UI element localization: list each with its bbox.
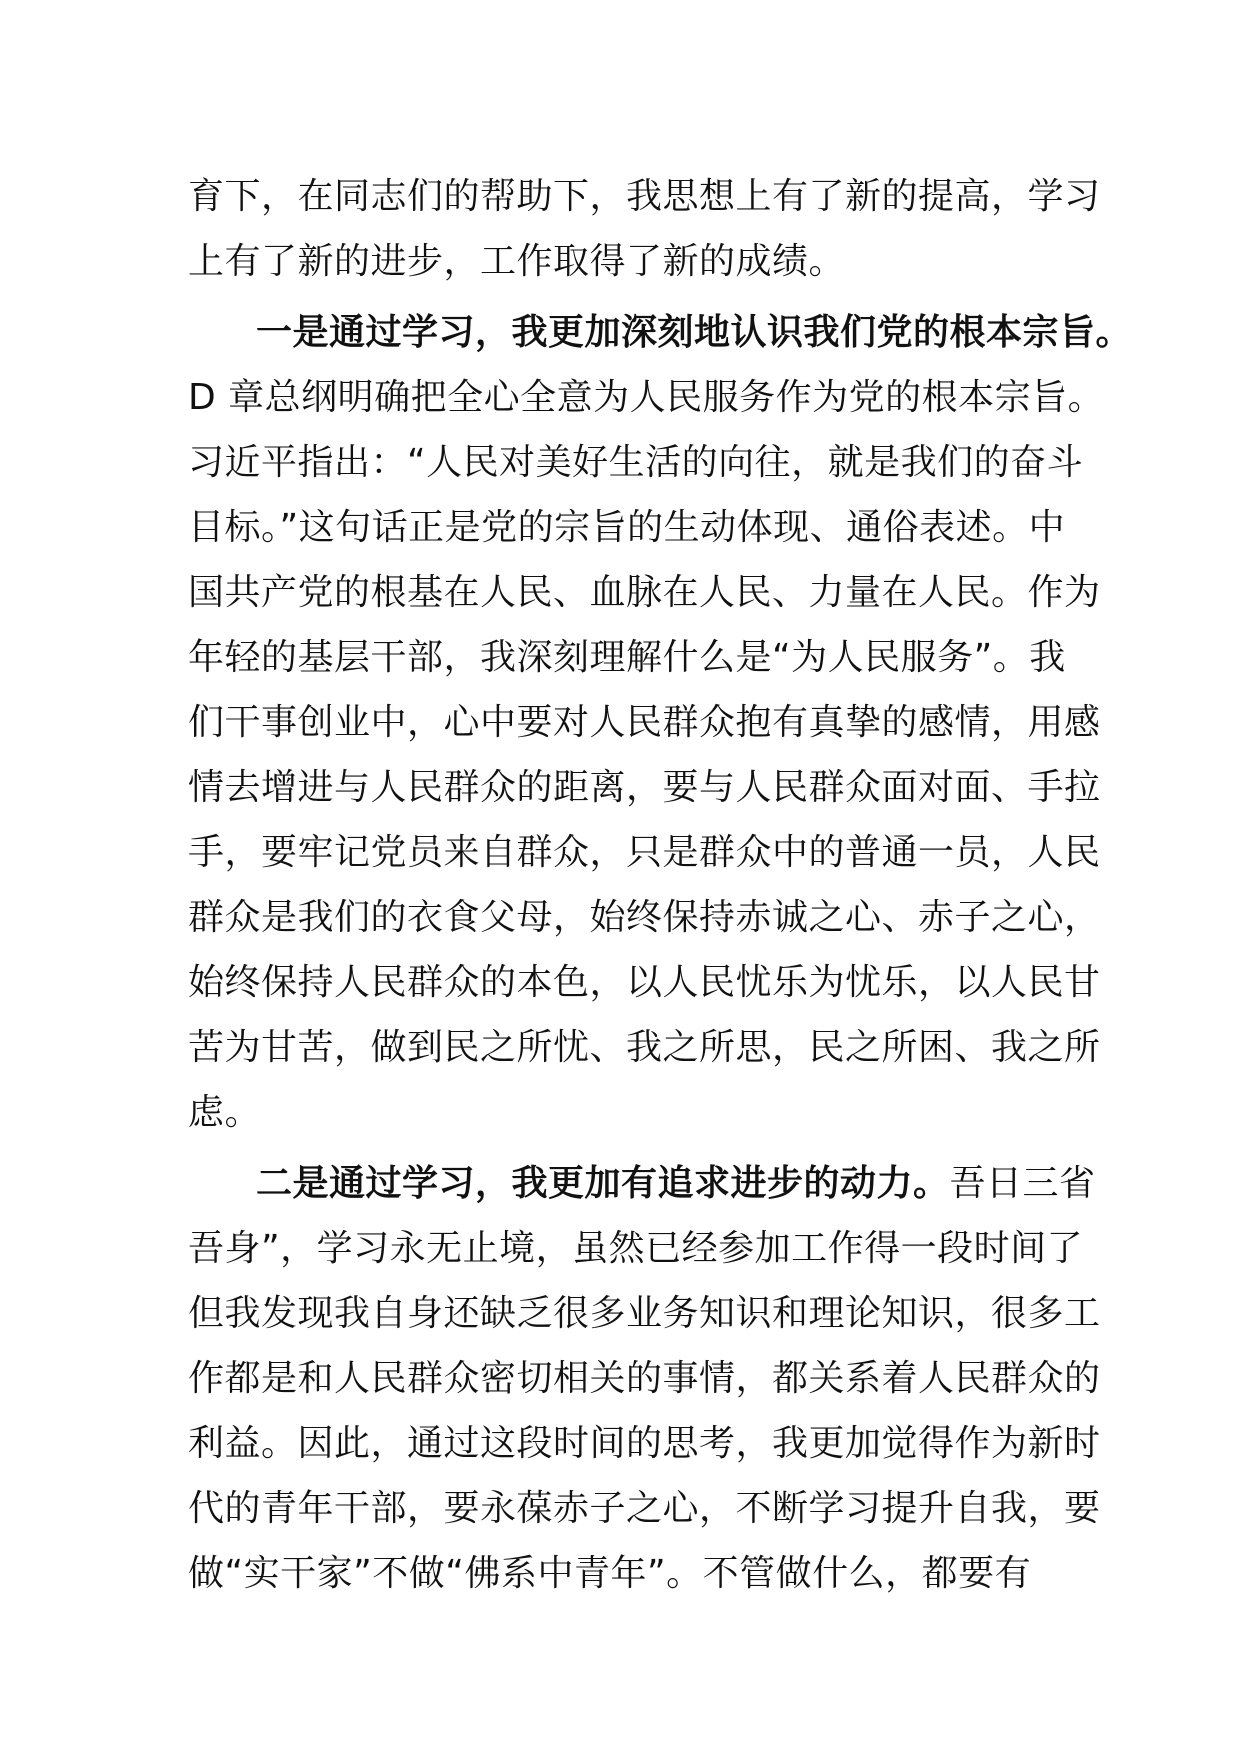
section1-line: 情去增进与人民群众的距离，要与人民群众面对面、手拉 — [188, 767, 1101, 808]
section2-line: 代的青年干部，要永葆赤子之心，不断学习提升自我，要 — [188, 1488, 1101, 1529]
section1-line: 年轻的基层干部，我深刻理解什么是“为人民服务”。我 — [188, 637, 1066, 678]
section2-line: 利益。因此，通过这段时间的思考，我更加觉得作为新时 — [188, 1423, 1101, 1464]
body-text — [188, 164, 1133, 1606]
section2-line: 作都是和人民群众密切相关的事情，都关系着人民群众的 — [188, 1358, 1101, 1399]
intro-line: 育下，在同志们的帮助下，我思想上有了新的提高，学习 — [188, 176, 1101, 217]
section1-line: 始终保持人民群众的本色，以人民忧乐为忧乐，以人民甘 — [188, 962, 1101, 1003]
section1-heading: 一是通过学习，我更加深刻地认识我们党的根本宗旨。 — [256, 312, 1133, 353]
section2-heading-line — [188, 1151, 1096, 1216]
section1-line: 苦为甘苦，做到民之所忧、我之所思，民之所困、我之所 — [188, 1027, 1101, 1068]
section1-line: 国共产党的根基在人民、血脉在人民、力量在人民。作为 — [188, 572, 1101, 613]
section1-line: D 章总纲明确把全心全意为人民服务作为党的根本宗旨。 — [188, 377, 1105, 418]
section2-line: 但我发现我自身还缺乏很多业务知识和理论知识，很多工 — [188, 1293, 1101, 1334]
section1-line: 手，要牢记党员来自群众，只是群众中的普通一员，人民 — [188, 832, 1101, 873]
section2-heading: 二是通过学习，我更加有追求进步的动力。 — [256, 1163, 950, 1204]
section2-line: 做“实干家”不做“佛系中青年”。不管做什么，都要有 — [188, 1553, 1032, 1594]
section1-line: 群众是我们的衣食父母，始终保持赤诚之心、赤子之心， — [188, 897, 1101, 938]
section2-heading-tail: 吾日三省 — [949, 1163, 1096, 1204]
section1-line: 习近平指出：“人民对美好生活的向往，就是我们的奋斗 — [188, 442, 1084, 483]
intro-line: 上有了新的进步，工作取得了新的成绩。 — [188, 241, 846, 282]
section1-line: 目标。”这句话正是党的宗旨的生动体现、通俗表述。中 — [188, 507, 1066, 548]
section2-line: 吾身”，学习永无止境，虽然已经参加工作得一段时间了 — [188, 1228, 1084, 1269]
section1-line: 们干事创业中，心中要对人民群众抱有真挚的感情，用感 — [188, 702, 1101, 743]
section1-line: 虑。 — [188, 1092, 262, 1133]
